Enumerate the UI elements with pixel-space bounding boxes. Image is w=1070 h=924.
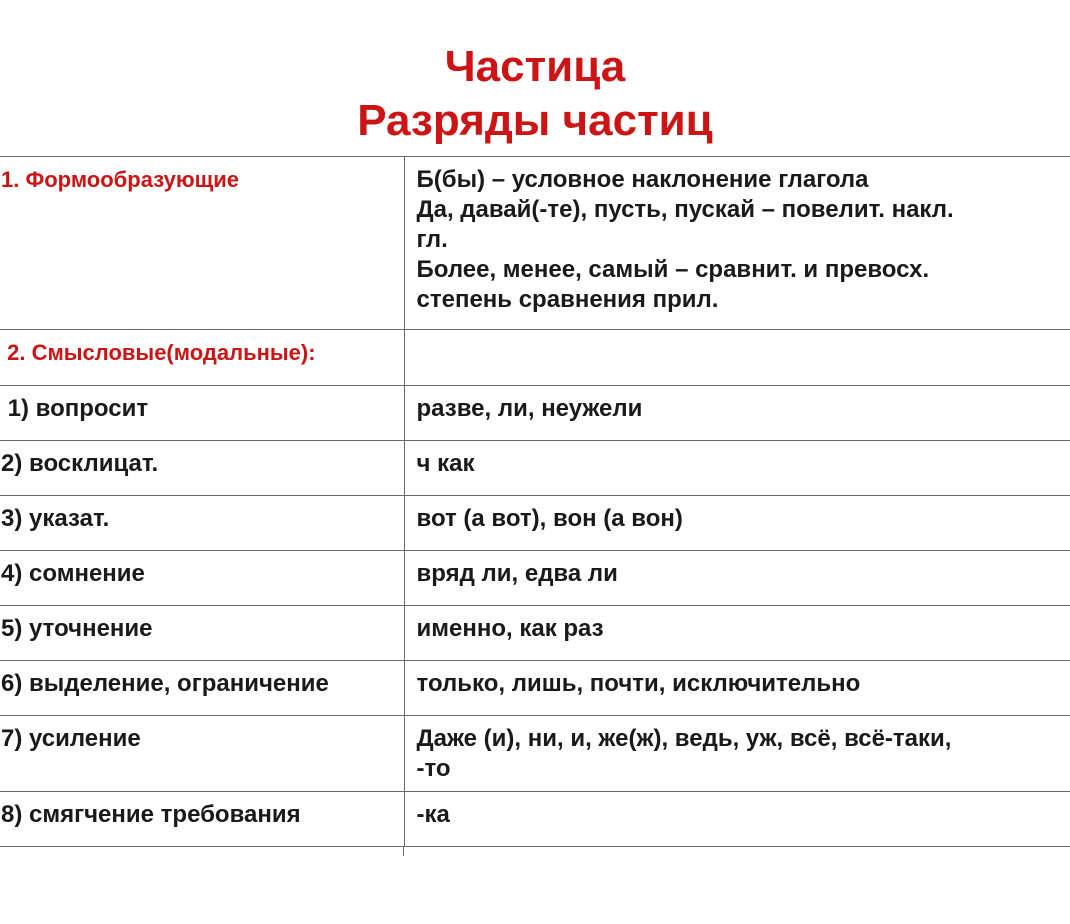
- category-label: 5) уточнение: [1, 615, 153, 642]
- category-cell: [0, 386, 404, 441]
- examples-cell: [404, 716, 1070, 792]
- example-line: степень сравнения прил.: [416, 286, 719, 313]
- table-row: [0, 496, 1070, 551]
- examples-cell: [404, 330, 1070, 386]
- table-row: [0, 330, 1070, 386]
- column-divider-tail: [403, 846, 404, 856]
- table-row: [0, 606, 1070, 661]
- category-label: 3) указат.: [1, 505, 110, 532]
- category-label: 4) сомнение: [1, 560, 145, 587]
- example-line: именно, как раз: [416, 615, 604, 642]
- example-line: разве, ли, неужели: [416, 395, 643, 422]
- examples-cell: [404, 441, 1070, 496]
- examples-cell: [404, 661, 1070, 716]
- example-line: Б(бы) – условное наклонение глагола: [416, 166, 869, 193]
- category-label: 1) вопросит: [1, 395, 149, 422]
- category-cell: [0, 551, 404, 606]
- table-row: [0, 551, 1070, 606]
- table-row: [0, 716, 1070, 792]
- example-line: только, лишь, почти, исключительно: [416, 670, 861, 697]
- particles-table: [0, 156, 1070, 847]
- examples-cell: [404, 157, 1070, 330]
- example-line: вряд ли, едва ли: [416, 560, 618, 587]
- example-line: ч как: [416, 450, 475, 477]
- example-line: -то: [416, 755, 451, 782]
- category-label: 6) выделение, ограничение: [1, 670, 329, 697]
- table-row: [0, 661, 1070, 716]
- category-label: 8) смягчение требования: [1, 801, 301, 828]
- examples-cell: [404, 551, 1070, 606]
- category-label: 2. Смысловые(модальные):: [1, 340, 316, 365]
- example-line: Да, давай(-те), пусть, пускай – повелит. накл.: [416, 196, 954, 223]
- example-line: гл.: [416, 226, 448, 253]
- category-cell: [0, 441, 404, 496]
- category-label: 2) восклицат.: [1, 450, 159, 477]
- category-cell: [0, 792, 404, 847]
- category-cell: [0, 496, 404, 551]
- example-line: Более, менее, самый – сравнит. и превосх.: [416, 256, 930, 283]
- category-cell: [0, 157, 404, 330]
- examples-cell: [404, 792, 1070, 847]
- table-row: [0, 792, 1070, 847]
- examples-cell: [404, 386, 1070, 441]
- example-line: Даже (и), ни, и, же(ж), ведь, уж, всё, всё-таки,: [416, 725, 952, 752]
- table-row: [0, 157, 1070, 330]
- table-row: [0, 441, 1070, 496]
- category-cell: [0, 606, 404, 661]
- examples-cell: [404, 606, 1070, 661]
- example-line: -ка: [416, 801, 450, 828]
- table-row: [0, 386, 1070, 441]
- category-cell: [0, 716, 404, 792]
- category-label: 7) усиление: [1, 725, 141, 752]
- examples-cell: [404, 496, 1070, 551]
- title-line-2: Разряды частиц: [357, 96, 713, 145]
- category-label: 1. Формообразующие: [1, 167, 239, 192]
- title-line-1: Частица: [444, 42, 626, 91]
- example-line: вот (а вот), вон (а вон): [416, 505, 683, 532]
- category-cell: [0, 661, 404, 716]
- page-title: [0, 40, 1070, 148]
- category-cell: [0, 330, 404, 386]
